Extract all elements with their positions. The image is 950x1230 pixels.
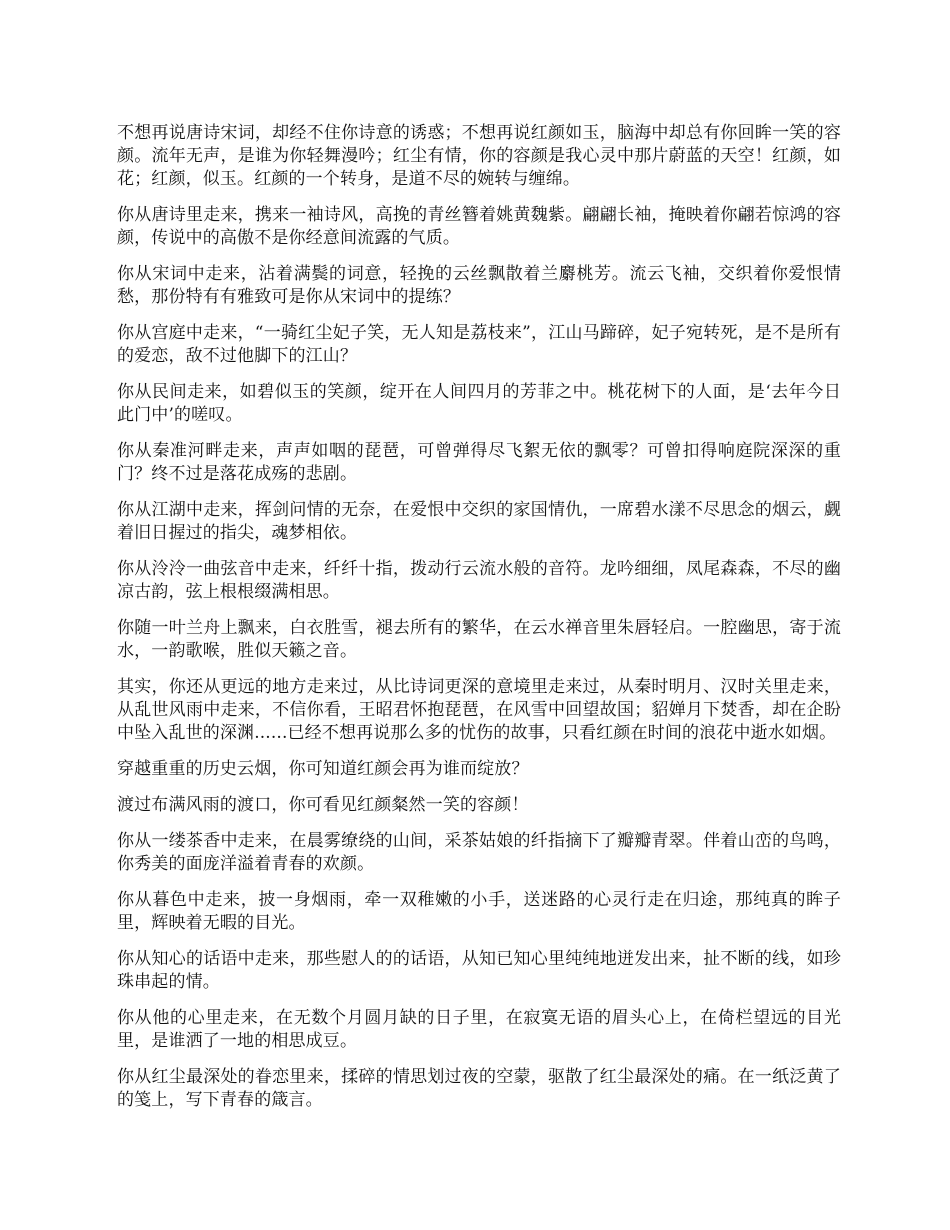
paragraph-8: 你从泠泠一曲弦音中走来，纤纤十指，拨动行云流水般的音符。龙吟细细，凤尾森森，不尽的幽凉古韵，弦上根根缀满相思。 (117, 559, 841, 602)
paragraph-11: 穿越重重的历史云烟，你可知道红颜会再为谁而绽放？ (117, 759, 529, 779)
paragraph-3: 你从宋词中走来，沾着满鬓的词意，轻挽的云丝飘散着兰麝桃芳。流云飞袖，交织着你爱恨情愁，那份特有有雅致可是你从宋词中的提练？ (117, 264, 841, 307)
paragraph-6: 你从秦准河畔走来，声声如咽的琵琶，可曾弹得尽飞絮无依的飘零？可曾扣得响庭院深深的重门？终不过是落花成殇的悲剧。 (117, 441, 841, 484)
paragraph-9: 你随一叶兰舟上飘来，白衣胜雪，褪去所有的繁华，在云水禅音里朱唇轻启。一腔幽思，寄于流水，一韵歌喉，胜似天籁之音。 (117, 618, 841, 661)
paragraph-4: 你从宫庭中走来，“一骑红尘妃子笑，无人知是荔枝来”，江山马蹄碎，妃子宛转死，是不是所有的爱恋，敌不过他脚下的江山？ (117, 323, 841, 366)
paragraph-16: 你从他的心里走来，在无数个月圆月缺的日子里，在寂寞无语的眉头心上，在倚栏望远的目光里，是谁洒了一地的相思成豆。 (117, 1008, 841, 1051)
paragraph-12: 渡过布满风雨的渡口，你可看见红颜粲然一笑的容颜！ (117, 795, 529, 815)
paragraph-5: 你从民间走来，如碧似玉的笑颜，绽开在人间四月的芳菲之中。桃花树下的人面，是‘去年今日此门中’的嗟叹。 (117, 382, 841, 425)
paragraph-7: 你从江湖中走来，挥剑问情的无奈，在爱恨中交织的家国情仇，一席碧水漾不尽思念的烟云，觑着旧日握过的指尖，魂梦相依。 (117, 500, 841, 543)
paragraph-17: 你从红尘最深处的眷恋里来，揉碎的情思划过夜的空蒙，驱散了红尘最深处的痛。在一纸泛黄了的笺上，写下青春的箴言。 (117, 1067, 841, 1110)
paragraph-10: 其实，你还从更远的地方走来过，从比诗词更深的意境里走来过，从秦时明月、汉时关里走来，从乱世风雨中走来，不信你看，王昭君怀抱琵琶，在风雪中回望故国；貂婵月下焚香，却在企盼中坠入乱世的深渊......已经不想再说那么多的忧伤的故事，只看红颜在时间的浪花中逝水如烟。 (117, 677, 841, 743)
paragraph-13: 你从一缕茶香中走来，在晨雾缭绕的山间，采茶姑娘的纤指摘下了瓣瓣青翠。伴着山峦的鸟鸣，你秀美的面庞洋溢着青春的欢颜。 (117, 831, 841, 874)
paragraph-2: 你从唐诗里走来，携来一袖诗风，高挽的青丝簪着姚黄魏紫。翩翩长袖，掩映着你翩若惊鸿的容颜，传说中的高傲不是你经意间流露的气质。 (117, 205, 841, 248)
document-body (117, 122, 841, 1125)
paragraph-14: 你从暮色中走来，披一身烟雨，牵一双稚嫩的小手，送迷路的心灵行走在归途，那纯真的眸子里，辉映着无暇的目光。 (117, 890, 841, 933)
paragraph-15: 你从知心的话语中走来，那些慰人的的话语，从知已知心里纯纯地迸发出来，扯不断的线，如珍珠串起的情。 (117, 949, 841, 992)
paragraph-1: 不想再说唐诗宋词，却经不住你诗意的诱惑；不想再说红颜如玉，脑海中却总有你回眸一笑的容颜。流年无声，是谁为你轻舞漫吟；红尘有情，你的容颜是我心灵中那片蔚蓝的天空！红颜，如花；红颜，似玉。红颜的一个转身，是道不尽的婉转与缠绵。 (117, 123, 841, 189)
